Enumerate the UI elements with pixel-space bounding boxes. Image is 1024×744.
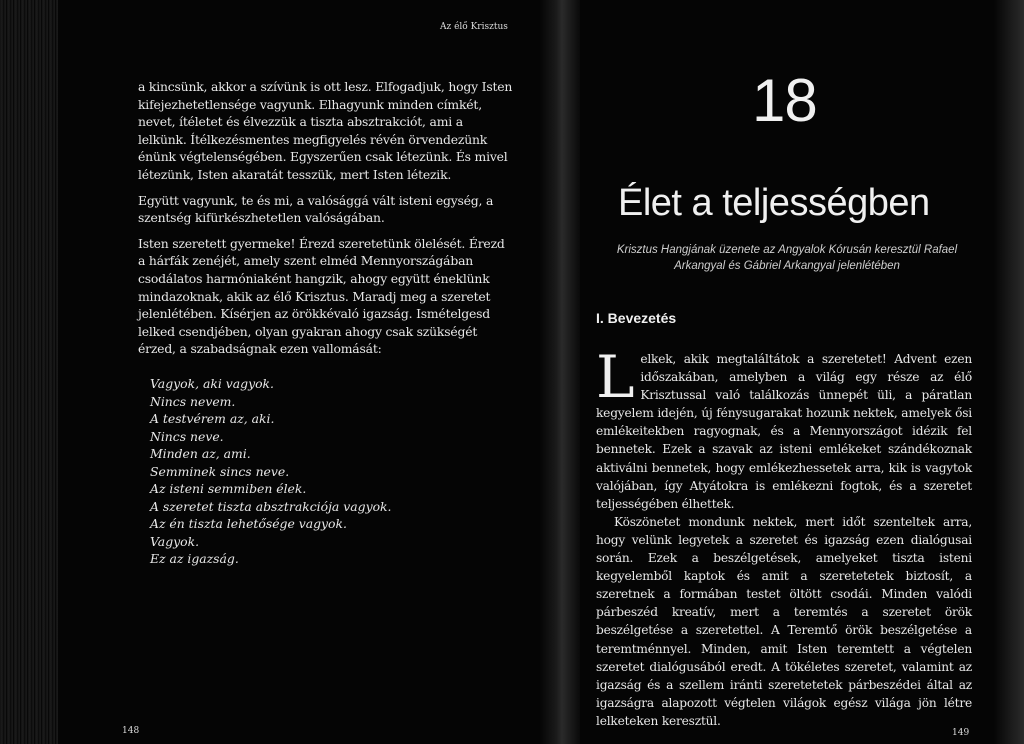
paragraph: a kincsünk, akkor a szívünk is ott lesz. Elfogadjuk, hogy Isten kifejezhetetlensége vagyunk. Elhagyunk minden címkét, nevet, ítéletet és élvezzük a tiszta absztrakciót, ami a lelkünk. Ítélkezésmentes megfigyelés révén örvendezünk énünk végtelenségében. Egyszerűen csak létezünk. És mivel létezünk, Isten akaratát tesszük, mert Isten létezik. — [138, 79, 513, 182]
poem-line: Vagyok, aki vagyok. — [150, 376, 274, 391]
poem-line: Az isteni semmiben élek. — [150, 481, 307, 496]
poem-line: Minden az, ami. — [150, 446, 251, 461]
chapter-subtitle: Krisztus Hangjának üzenete az Angyalok Kórusán keresztül Rafael Arkangyal és Gábriel Arkangyal jelenlétében — [616, 244, 958, 272]
poem-line: Az én tiszta lehetősége vagyok. — [150, 516, 347, 531]
left-body-text — [138, 78, 514, 366]
poem-line: A testvérem az, aki. — [150, 411, 275, 426]
second-paragraph: Köszönetet mondunk nektek, mert időt szenteltek arra, hogy velünk legyetek a szeretet és igazság ezen dialógusai során. Ezek a beszélgetések, amelyeket tiszta isteni kegyelemből kaptok és amit a szeretetetek biztosít, a szeretnek a formában testet öltött csodái. Minden valódi párbeszéd kreatív, mert a teremtés a szeretet örök beszélgetése a szeretettel. A Teremtő örök beszélgetése a teremtménnyel. Minden, amit Isten teremtett a végtelen szeretet dialógusából eredt. A tökéletes szeretet, valamint az igazság és a szellem iránti szeretetetek párbeszédei által az igazságra alapozott végtelen világok egész világa jön létre lelketeken keresztül. — [596, 514, 972, 728]
poem-line: Nincs neve. — [150, 428, 224, 444]
first-paragraph — [596, 343, 972, 513]
page-edge — [994, 0, 1024, 744]
drop-cap: L — [596, 343, 635, 411]
page-number-left: 148 — [122, 726, 140, 736]
paragraph: Isten szeretett gyermeke! Érezd szeretetünk ölelését. Érezd a hárfák zenéjét, amely szent elméd Mennyországában csodálatos harmóniaként hangzik, ahogy együtt éneklünk mindazoknak, akik az élő Krisztus. Maradj meg a szeretet jelenlétében. Kísérjen az örökkévaló igazság. Ismételgesd lelked csendjében, olyan gyakran ahogy csak szükségét érzed, a szabadságnak ezen vallomását: — [138, 235, 505, 357]
right-page — [582, 0, 992, 744]
poem-line: Nincs nevem. — [150, 393, 236, 409]
page-number-right: 149 — [952, 728, 970, 738]
running-head: Az élő Krisztus — [440, 22, 508, 32]
chapter-number: 18 — [752, 67, 817, 134]
section-heading: I. Bevezetés — [596, 310, 677, 326]
poem-line: Vagyok. — [150, 533, 200, 549]
poem-line: A szeretet tiszta absztrakciója vagyok. — [150, 498, 392, 514]
poem-line: Ez az igazság. — [150, 551, 239, 566]
book-gutter — [540, 0, 580, 744]
first-paragraph-text: elkek, akik megtaláltátok a szeretetet! Advent ezen időszakában, amelyben a világ egy része az élő Krisztussal való találkozás ünnepét üli, a páratlan kegyelem idején, új fénysugarakat hozunk nektek, amelyek ősi emlékeitekben ragyognak, és a Mennyországot idézik fel bennetek. Ezek a szavak az isteni emlékeket szándékoznak aktiválni bennetek, hogy emlékezhessetek arra, kik is vagytok valójában, így Atyátokra is emlékezni fogtok, és a szeretet teljességében élhettek. — [596, 352, 972, 511]
right-body-text — [596, 343, 972, 730]
paragraph: Együtt vagyunk, te és mi, a valósággá vált isteni egység, a szentség kifürkészhetetlen valóságában. — [138, 192, 494, 226]
poem — [150, 375, 450, 568]
chapter-title: Élet a teljességben — [618, 182, 930, 224]
binding-edge — [0, 0, 58, 744]
poem-line: Semminek sincs neve. — [150, 463, 290, 479]
left-page — [60, 0, 538, 744]
